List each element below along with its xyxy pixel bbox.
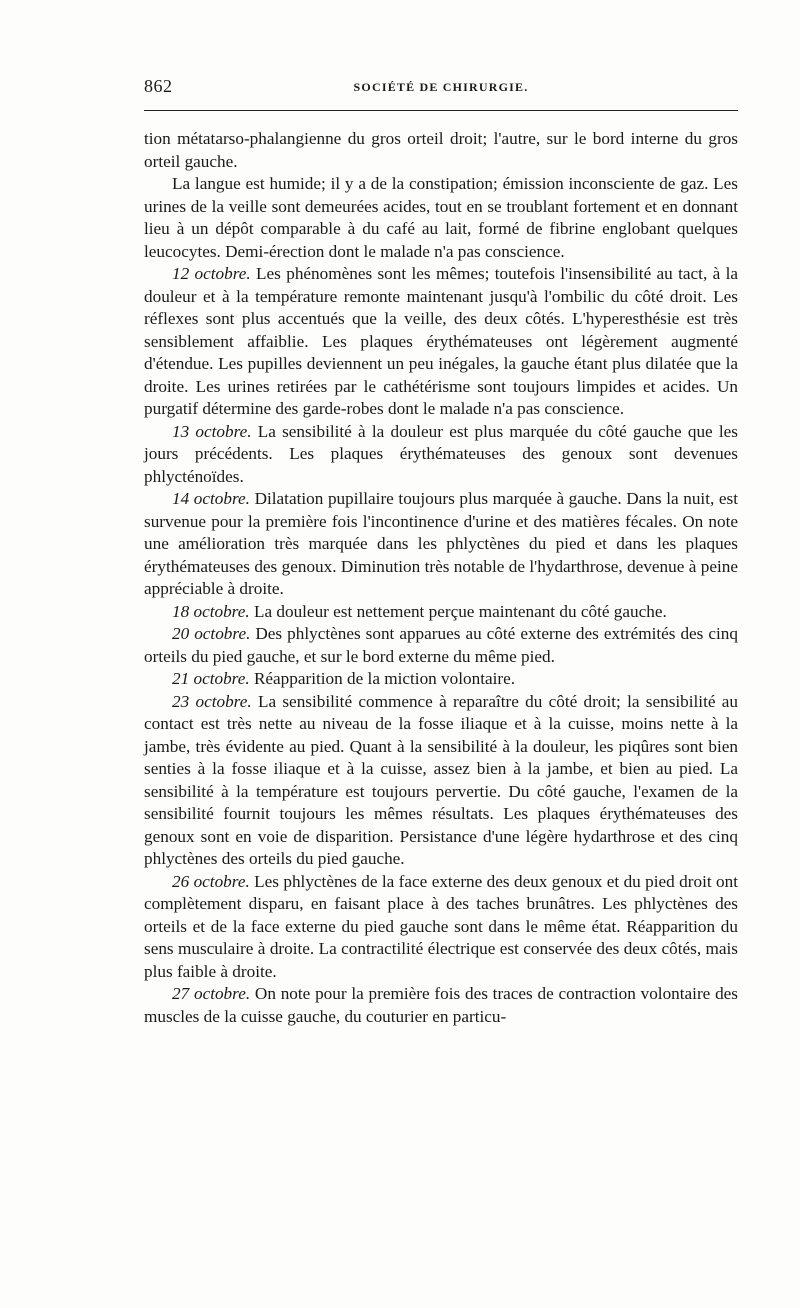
entry-date: 21 octobre. <box>172 669 250 688</box>
entry-date: 23 octobre. <box>172 691 252 711</box>
paragraph-text: La langue est humide; il y a de la constipation; émission inconsciente de gaz. Les urines de la veille sont demeurées acides, tout en se troublant fortement et en donnant lieu à un dépôt comparable à du café au lait, formé de fibrine englobant quelques leucocytes. Demi-érection dont le malade n'a pas conscience. <box>144 174 738 261</box>
paragraph-text: Les phlyctènes de la face externe des deux genoux et du pied droit ont complètement disparu, en faisant place à des taches brunâtres. Les phlyctènes des orteils et de la face externe du pied gauche sont dans le même état. Réapparition du sens musculaire à droite. La contractilité électrique est conservée des deux côtés, mais plus faible à droite. <box>144 871 738 981</box>
header-rule <box>144 110 738 111</box>
paragraph-text: On note pour la première fois des traces de contraction volontaire des muscles de la cuisse gauche, du couturier en particu- <box>144 984 738 1026</box>
paragraph <box>144 173 738 263</box>
paragraph-text: La sensibilité commence à reparaître du côté droit; la sensibilité au contact est très nette au niveau de la fosse iliaque et à la cuisse, moins nette à la jambe, très évidente au pied. Quant à la sensibilité à la douleur, les piqûres sont bien senties à la fosse iliaque et à la cuisse, assez bien à la jambe, et bien au pied. La sensibilité à la température est toujours pervertie. Du côté gauche, l'examen de la sensibilité fournit toujours les mêmes résultats. Les plaques érythémateuses des genoux sont en voie de disparition. Persistance d'une légère hydarthrose et des cinq phlyctènes des orteils du pied gauche. <box>144 691 738 868</box>
paragraph <box>144 623 738 668</box>
paragraph-text: Des phlyctènes sont apparues au côté externe des extrémités des cinq orteils du pied gauche, et sur le bord externe du même pied. <box>144 624 738 666</box>
paragraph-text: Dilatation pupillaire toujours plus marquée à gauche. Dans la nuit, est survenue pour la première fois l'incontinence d'urine et des matières fécales. On note une amélioration très marquée dans les phlyctènes du pied et dans les plaques érythémateuses des genoux. Diminution très notable de l'hydarthrose, devenue à peine appréciable à droite. <box>144 489 738 598</box>
paragraph <box>144 983 738 1028</box>
entry-date: 27 octobre. <box>172 984 251 1003</box>
paragraph <box>144 488 738 601</box>
paragraph <box>144 263 738 421</box>
running-head <box>144 76 738 102</box>
journal-title: SOCIÉTÉ DE CHIRURGIE. <box>353 80 529 94</box>
entry-date: 20 octobre. <box>172 624 251 643</box>
entry-date: 13 octobre. <box>172 421 252 441</box>
paragraph <box>144 421 738 489</box>
paragraph-text: Les phénomènes sont les mêmes; toutefois l'insensibilité au tact, à la douleur et à la température remonte maintenant jusqu'à l'ombilic du côté droit. Les réflexes sont plus accentués que la veille, des deux côtés. L'hyperesthésie est très sensiblement affaiblie. Les plaques érythémateuses ont légèrement augmenté d'étendue. Les pupilles deviennent un peu inégales, la gauche étant plus dilatée que la droite. Les urines retirées par le cathétérisme sont toujours limpides et acides. Un purgatif détermine des garde-robes dont le malade n'a pas conscience. <box>144 264 738 418</box>
paragraph-text: La sensibilité à la douleur est plus marquée du côté gauche que les jours précédents. Les plaques érythémateuses des genoux sont devenues phlycténoïdes. <box>144 421 738 486</box>
body-text <box>144 128 738 1028</box>
paragraph <box>144 601 738 624</box>
entry-date: 14 octobre. <box>172 489 250 508</box>
entry-date: 12 octobre. <box>172 264 251 283</box>
paragraph <box>144 871 738 984</box>
entry-date: 18 octobre. <box>172 601 250 621</box>
page-number: 862 <box>144 76 173 96</box>
paragraph-text: La douleur est nettement perçue maintenant du côté gauche. <box>249 601 667 621</box>
paragraph <box>144 128 738 173</box>
paragraph <box>144 668 738 691</box>
paragraph <box>144 691 738 871</box>
paragraph-text: tion métatarso-phalangienne du gros orteil droit; l'autre, sur le bord interne du gros orteil gauche. <box>144 129 738 171</box>
paragraph-text: Réapparition de la miction volontaire. <box>249 669 516 688</box>
entry-date: 26 octobre. <box>172 871 250 891</box>
